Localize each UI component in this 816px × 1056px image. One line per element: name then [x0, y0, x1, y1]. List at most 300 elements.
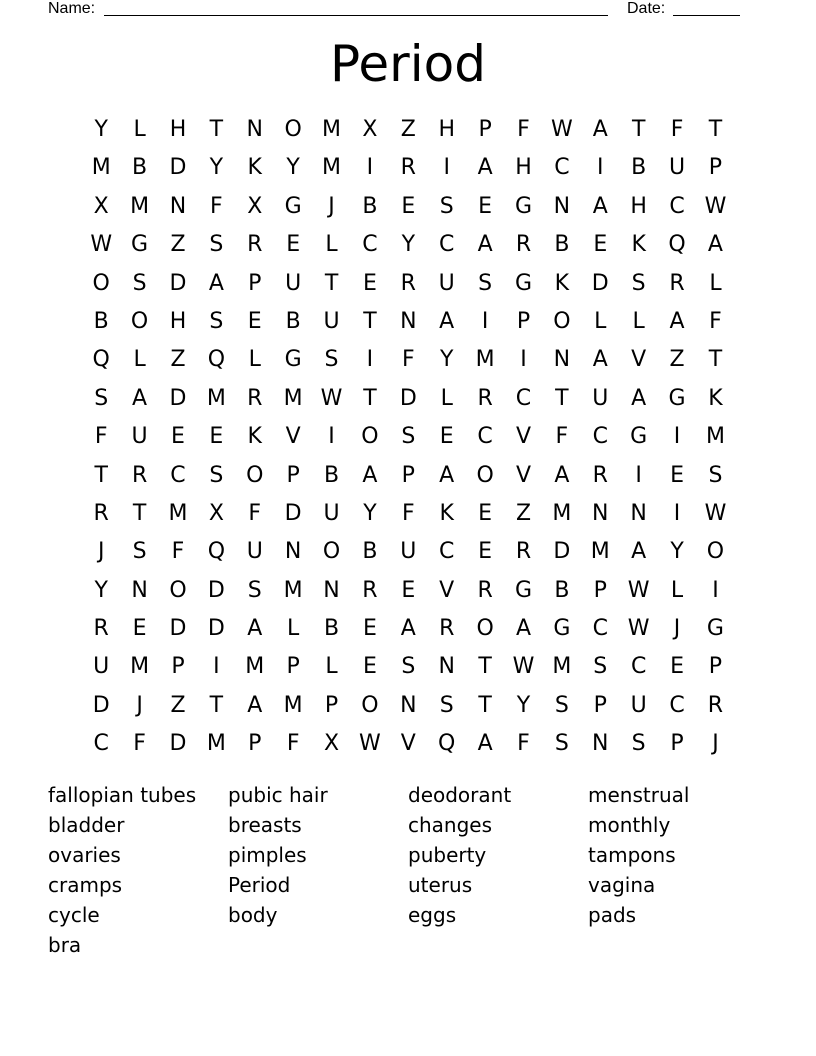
grid-letter[interactable]: C	[170, 462, 186, 488]
grid-letter[interactable]: R	[515, 232, 532, 258]
grid-letter[interactable]: W	[704, 193, 727, 219]
grid-letter[interactable]: W	[90, 232, 113, 258]
grid-letter[interactable]: N	[630, 500, 647, 526]
grid-letter[interactable]: P	[286, 654, 300, 680]
grid-letter[interactable]: O	[361, 424, 379, 450]
grid-letter[interactable]: R	[93, 500, 109, 526]
grid-letter[interactable]: Y	[286, 155, 300, 181]
grid-letter[interactable]: Y	[209, 155, 224, 181]
grid-letter[interactable]: C	[477, 424, 493, 450]
grid-letter[interactable]: E	[478, 500, 493, 526]
grid-letter[interactable]: R	[400, 270, 416, 296]
grid-letter[interactable]: I	[213, 654, 220, 680]
grid-letter[interactable]: R	[362, 577, 378, 603]
grid-letter[interactable]: O	[284, 117, 302, 142]
grid-letter[interactable]: U	[438, 270, 455, 296]
grid-letter[interactable]: F	[94, 424, 108, 450]
grid-letter[interactable]: G	[706, 616, 724, 642]
grid-letter[interactable]: S	[247, 577, 262, 603]
grid-letter[interactable]: D	[284, 500, 302, 526]
grid-letter[interactable]: R	[131, 462, 148, 488]
grid-letter[interactable]: M	[283, 692, 303, 718]
grid-letter[interactable]: S	[631, 731, 646, 757]
grid-letter[interactable]: Q	[438, 731, 456, 757]
grid-letter[interactable]: K	[247, 424, 262, 450]
grid-letter[interactable]: N	[131, 577, 148, 603]
grid-letter[interactable]: E	[286, 232, 301, 258]
grid-letter[interactable]: X	[324, 731, 340, 757]
grid-letter[interactable]: R	[707, 692, 724, 718]
grid-letter[interactable]: N	[438, 654, 455, 680]
grid-letter[interactable]: Y	[439, 347, 454, 373]
grid-letter[interactable]: L	[440, 385, 453, 411]
grid-letter[interactable]: S	[554, 731, 569, 757]
grid-letter[interactable]: M	[322, 117, 342, 142]
grid-letter[interactable]: D	[207, 577, 225, 603]
grid-letter[interactable]: M	[245, 654, 265, 680]
grid-letter[interactable]: U	[669, 155, 686, 181]
grid-letter[interactable]: W	[551, 117, 573, 142]
grid-letter[interactable]: R	[669, 270, 685, 296]
grid-letter[interactable]: N	[246, 117, 263, 142]
grid-letter[interactable]: T	[363, 385, 377, 411]
grid-letter[interactable]: E	[132, 616, 147, 642]
grid-letter[interactable]: F	[401, 347, 415, 373]
grid-letter[interactable]: F	[248, 500, 262, 526]
grid-letter[interactable]: O	[706, 539, 725, 565]
grid-letter[interactable]: G	[284, 193, 302, 219]
grid-letter[interactable]: B	[631, 155, 647, 181]
grid-letter[interactable]: I	[443, 155, 450, 181]
grid-letter[interactable]: P	[324, 692, 339, 718]
grid-letter[interactable]: L	[632, 308, 645, 334]
grid-letter[interactable]: F	[286, 731, 300, 757]
grid-letter[interactable]: U	[323, 308, 340, 334]
grid-letter[interactable]: E	[362, 270, 377, 296]
grid-letter[interactable]: P	[670, 731, 684, 757]
grid-letter[interactable]: F	[517, 117, 530, 142]
grid-letter[interactable]: I	[712, 577, 719, 603]
grid-letter[interactable]: E	[670, 462, 684, 488]
grid-letter[interactable]: A	[208, 270, 224, 296]
grid-letter[interactable]: P	[248, 270, 262, 296]
grid-letter[interactable]: E	[401, 193, 416, 219]
grid-letter[interactable]: Q	[668, 232, 686, 258]
grid-letter[interactable]: X	[208, 500, 224, 526]
grid-row	[82, 725, 735, 763]
grid-letter[interactable]: Z	[170, 232, 186, 258]
grid-letter[interactable]: H	[169, 117, 187, 142]
grid-letter[interactable]: J	[712, 731, 719, 757]
grid-letter[interactable]: T	[708, 117, 723, 142]
grid-letter[interactable]: G	[284, 347, 302, 373]
grid-letter[interactable]: I	[635, 462, 642, 488]
grid-letter[interactable]: R	[400, 155, 416, 181]
grid-letter[interactable]: A	[515, 616, 532, 642]
grid-letter[interactable]: E	[362, 616, 377, 642]
grid-letter[interactable]: A	[592, 347, 608, 373]
grid-letter[interactable]: M	[705, 424, 725, 450]
grid-row	[82, 303, 735, 341]
grid-letter[interactable]: F	[555, 424, 569, 450]
grid-letter[interactable]: C	[630, 654, 647, 680]
grid-letter[interactable]: O	[322, 539, 341, 565]
grid-letter[interactable]: P	[286, 462, 300, 488]
grid-letter[interactable]: Y	[363, 500, 377, 526]
grid-letter[interactable]: L	[133, 117, 146, 142]
grid-letter[interactable]: N	[553, 347, 571, 373]
grid-letter[interactable]: M	[283, 385, 303, 411]
grid-letter[interactable]: W	[512, 654, 535, 680]
grid-row	[82, 265, 735, 303]
grid-letter[interactable]: D	[399, 385, 417, 411]
grid-letter[interactable]: M	[475, 347, 495, 373]
grid-letter[interactable]: L	[709, 270, 722, 296]
grid-letter[interactable]: Q	[207, 347, 226, 373]
grid-letter[interactable]: O	[361, 692, 379, 718]
grid-letter[interactable]: I	[481, 308, 489, 334]
grid-letter[interactable]: A	[631, 385, 647, 411]
grid-letter[interactable]: P	[248, 731, 262, 757]
grid-letter[interactable]: U	[285, 270, 302, 296]
grid-letter[interactable]: I	[520, 347, 527, 373]
grid-letter[interactable]: P	[593, 577, 607, 603]
grid-letter[interactable]: A	[247, 616, 263, 642]
grid-letter[interactable]: E	[209, 424, 224, 450]
grid-letter[interactable]: S	[631, 270, 646, 296]
grid-letter[interactable]: U	[131, 424, 148, 450]
grid-letter[interactable]: M	[283, 577, 303, 603]
grid-letter[interactable]: T	[631, 117, 646, 142]
grid-letter[interactable]: M	[552, 500, 572, 526]
grid-letter[interactable]: C	[592, 424, 608, 450]
grid-letter[interactable]: C	[669, 692, 685, 718]
grid-letter[interactable]: E	[670, 654, 684, 680]
grid-letter[interactable]: G	[514, 577, 533, 603]
grid-letter[interactable]: S	[401, 654, 416, 680]
grid-letter[interactable]: I	[673, 500, 681, 526]
grid-letter[interactable]: O	[169, 577, 187, 603]
grid-letter[interactable]: T	[209, 117, 224, 142]
grid-letter[interactable]: B	[362, 193, 378, 219]
grid-letter[interactable]: S	[478, 270, 493, 296]
grid-letter[interactable]: W	[704, 500, 727, 526]
grid-letter[interactable]: U	[323, 500, 340, 526]
grid-letter[interactable]: B	[323, 462, 340, 488]
grid-letter[interactable]: R	[515, 539, 532, 565]
grid-letter[interactable]: D	[591, 270, 609, 296]
grid-letter[interactable]: L	[287, 616, 300, 642]
grid-letter[interactable]: B	[93, 308, 109, 334]
grid-letter[interactable]: O	[476, 616, 494, 642]
grid-letter[interactable]: F	[401, 500, 415, 526]
grid-letter[interactable]: N	[400, 692, 417, 718]
grid-letter[interactable]: G	[131, 232, 149, 258]
grid-letter[interactable]: C	[515, 385, 532, 411]
grid-letter[interactable]: F	[171, 539, 185, 565]
grid-letter[interactable]: L	[248, 347, 261, 373]
grid-letter[interactable]: E	[401, 577, 416, 603]
grid-letter[interactable]: D	[169, 731, 187, 757]
grid-letter[interactable]: H	[630, 193, 647, 219]
grid-letter[interactable]: V	[631, 347, 647, 373]
grid-letter[interactable]: B	[554, 577, 570, 603]
grid-letter[interactable]: P	[708, 654, 723, 680]
grid-row	[82, 572, 735, 610]
grid-letter[interactable]: Z	[400, 117, 416, 142]
grid-letter[interactable]: E	[171, 424, 185, 450]
grid-letter[interactable]: D	[169, 616, 187, 642]
grid-letter[interactable]: E	[362, 654, 377, 680]
grid-letter[interactable]: T	[209, 692, 224, 718]
grid-letter[interactable]: Z	[170, 347, 186, 373]
grid-letter[interactable]: E	[478, 193, 493, 219]
grid-letter[interactable]: V	[400, 731, 416, 757]
grid-letter[interactable]: W	[359, 731, 381, 757]
name-blank-line[interactable]	[104, 15, 608, 16]
grid-letter[interactable]: S	[209, 232, 224, 258]
grid-letter[interactable]: P	[593, 692, 607, 718]
grid-letter[interactable]: R	[93, 616, 109, 642]
grid-letter[interactable]: N	[592, 500, 609, 526]
grid-letter[interactable]: O	[553, 308, 571, 334]
grid-letter[interactable]: A	[247, 692, 263, 718]
grid-letter[interactable]: P	[708, 155, 723, 181]
grid-letter[interactable]: J	[328, 193, 335, 219]
grid-letter[interactable]: A	[362, 462, 378, 488]
grid-letter[interactable]: B	[554, 232, 570, 258]
grid-letter[interactable]: I	[673, 424, 681, 450]
grid-letter[interactable]: U	[93, 654, 110, 680]
grid-letter[interactable]: A	[439, 308, 455, 334]
grid-letter[interactable]: F	[670, 117, 684, 142]
grid-letter[interactable]: Z	[515, 500, 532, 526]
grid-letter[interactable]: P	[171, 654, 185, 680]
grid-letter[interactable]: E	[478, 539, 493, 565]
grid-letter[interactable]: C	[592, 616, 608, 642]
grid-letter[interactable]: Y	[516, 692, 531, 718]
grid-letter[interactable]: A	[592, 117, 608, 142]
grid-letter[interactable]: R	[477, 385, 493, 411]
grid-letter[interactable]: P	[401, 462, 415, 488]
grid-letter[interactable]: R	[477, 577, 493, 603]
grid-letter[interactable]: E	[593, 232, 608, 258]
grid-letter[interactable]: Z	[669, 347, 685, 373]
grid-letter[interactable]: B	[323, 616, 340, 642]
grid-letter[interactable]: U	[592, 385, 609, 411]
grid-letter[interactable]: J	[97, 539, 105, 565]
grid-letter[interactable]: S	[324, 347, 339, 373]
grid-letter[interactable]: A	[669, 308, 685, 334]
grid-letter[interactable]: S	[209, 462, 224, 488]
grid-letter[interactable]: U	[246, 539, 263, 565]
grid-letter[interactable]: I	[366, 347, 374, 373]
grid-letter[interactable]: Q	[92, 347, 110, 373]
grid-letter[interactable]: N	[284, 539, 302, 565]
grid-letter[interactable]: L	[594, 308, 607, 334]
grid-letter[interactable]: O	[476, 462, 494, 488]
grid-letter[interactable]: Y	[401, 232, 416, 258]
grid-letter[interactable]: M	[552, 654, 572, 680]
grid-letter[interactable]: Y	[670, 539, 684, 565]
grid-letter[interactable]: Q	[207, 539, 226, 565]
grid-letter[interactable]: M	[322, 155, 342, 181]
grid-letter[interactable]: T	[324, 270, 339, 296]
grid-letter[interactable]: T	[94, 462, 108, 488]
grid-letter[interactable]: S	[593, 654, 608, 680]
grid-letter[interactable]: D	[92, 692, 110, 718]
grid-letter[interactable]: X	[362, 117, 378, 142]
grid-letter[interactable]: M	[206, 731, 226, 757]
word-list-item: bra	[48, 933, 82, 957]
grid-letter[interactable]: V	[285, 424, 301, 450]
grid-letter[interactable]: G	[553, 616, 571, 642]
grid-letter[interactable]: F	[517, 731, 530, 757]
grid-letter[interactable]: U	[630, 692, 647, 718]
grid-letter[interactable]: G	[630, 424, 648, 450]
grid-letter[interactable]: Z	[170, 692, 186, 718]
date-blank-line[interactable]	[673, 15, 740, 16]
grid-letter[interactable]: K	[631, 232, 646, 258]
grid-letter[interactable]: S	[708, 462, 723, 488]
grid-letter[interactable]: A	[592, 193, 608, 219]
grid-letter[interactable]: N	[553, 193, 571, 219]
grid-letter[interactable]: F	[709, 308, 722, 334]
grid-letter[interactable]: T	[132, 500, 147, 526]
grid-letter[interactable]: S	[554, 692, 569, 718]
grid-letter[interactable]: D	[207, 616, 225, 642]
grid-letter[interactable]: S	[209, 308, 224, 334]
grid-letter[interactable]: V	[515, 424, 532, 450]
grid-letter[interactable]: W	[627, 616, 650, 642]
grid-letter[interactable]: P	[478, 117, 492, 142]
grid-letter[interactable]: J	[673, 616, 681, 642]
grid-letter[interactable]: S	[439, 692, 454, 718]
grid-letter[interactable]: L	[670, 577, 684, 603]
grid-letter[interactable]: C	[93, 731, 109, 757]
grid-letter[interactable]: E	[439, 424, 454, 450]
grid-letter[interactable]: I	[366, 155, 374, 181]
grid-letter[interactable]: M	[130, 193, 150, 219]
grid-letter[interactable]: C	[439, 232, 455, 258]
grid-letter[interactable]: R	[439, 616, 455, 642]
grid-letter[interactable]: R	[247, 385, 263, 411]
grid-letter[interactable]: L	[325, 232, 338, 258]
grid-letter[interactable]: W	[320, 385, 343, 411]
grid-letter[interactable]: M	[130, 654, 150, 680]
word-list-item: uterus	[408, 873, 473, 897]
grid-letter[interactable]: T	[363, 308, 377, 334]
grid-letter[interactable]: T	[555, 385, 569, 411]
grid-letter[interactable]: X	[93, 193, 109, 219]
grid-letter[interactable]: Y	[94, 577, 108, 603]
grid-letter[interactable]: P	[516, 308, 531, 334]
grid-letter[interactable]: A	[477, 731, 493, 757]
grid-letter[interactable]: K	[439, 500, 454, 526]
grid-letter[interactable]: A	[631, 539, 647, 565]
grid-letter[interactable]: A	[477, 155, 493, 181]
date-label: Date:	[627, 0, 666, 17]
grid-letter[interactable]: N	[400, 308, 417, 334]
grid-letter[interactable]: C	[554, 155, 570, 181]
grid-row	[82, 226, 735, 264]
grid-letter[interactable]: V	[515, 462, 532, 488]
grid-letter[interactable]: N	[169, 193, 187, 219]
grid-letter[interactable]: I	[328, 424, 335, 450]
grid-letter[interactable]: E	[247, 308, 262, 334]
grid-letter[interactable]: R	[247, 232, 263, 258]
grid-letter[interactable]: S	[94, 385, 109, 411]
grid-letter[interactable]: K	[247, 155, 262, 181]
grid-letter[interactable]: C	[362, 232, 378, 258]
grid-letter[interactable]: K	[708, 385, 723, 411]
grid-letter[interactable]: O	[130, 308, 149, 334]
grid-letter[interactable]: M	[168, 500, 188, 526]
grid-letter[interactable]: A	[554, 462, 570, 488]
grid-letter[interactable]: Y	[94, 117, 108, 142]
grid-letter[interactable]: B	[132, 155, 148, 181]
grid-letter[interactable]: C	[439, 539, 455, 565]
grid-letter[interactable]: A	[707, 232, 723, 258]
grid-letter[interactable]: V	[439, 577, 455, 603]
page-title: Period	[330, 35, 486, 93]
grid-letter[interactable]: H	[515, 155, 532, 181]
grid-letter[interactable]: T	[478, 692, 492, 718]
grid-letter[interactable]: G	[668, 385, 686, 411]
grid-letter[interactable]: S	[132, 539, 147, 565]
grid-letter[interactable]: L	[325, 654, 338, 680]
grid-letter[interactable]: L	[133, 347, 146, 373]
grid-letter[interactable]: A	[400, 616, 416, 642]
grid-letter[interactable]: I	[597, 155, 604, 181]
grid-letter[interactable]: O	[246, 462, 264, 488]
grid-letter[interactable]: T	[708, 347, 723, 373]
grid-letter[interactable]: D	[169, 155, 187, 181]
grid-letter[interactable]: D	[553, 539, 571, 565]
grid-letter[interactable]: D	[169, 270, 187, 296]
grid-letter[interactable]: B	[285, 308, 301, 334]
grid-letter[interactable]: N	[592, 731, 609, 757]
grid-letter[interactable]: W	[627, 577, 650, 603]
grid-letter[interactable]: R	[592, 462, 608, 488]
grid-letter[interactable]: S	[401, 424, 416, 450]
grid-letter[interactable]: C	[669, 193, 685, 219]
grid-letter[interactable]: A	[132, 385, 148, 411]
grid-letter[interactable]: F	[210, 193, 223, 219]
grid-letter[interactable]: X	[247, 193, 263, 219]
grid-letter[interactable]: K	[554, 270, 570, 296]
grid-letter[interactable]: H	[169, 308, 187, 334]
grid-letter[interactable]: A	[439, 462, 455, 488]
grid-letter[interactable]: G	[514, 270, 533, 296]
grid-letter[interactable]: A	[477, 232, 493, 258]
grid-letter[interactable]: F	[133, 731, 146, 757]
grid-letter[interactable]: G	[514, 193, 533, 219]
grid-letter[interactable]: O	[92, 270, 110, 296]
grid-letter[interactable]: S	[132, 270, 147, 296]
grid-letter[interactable]: D	[169, 385, 187, 411]
grid-letter[interactable]: S	[439, 193, 454, 219]
grid-letter[interactable]: B	[362, 539, 378, 565]
grid-letter[interactable]: M	[206, 385, 226, 411]
grid-letter[interactable]: U	[400, 539, 417, 565]
grid-letter[interactable]: N	[323, 577, 340, 603]
grid-letter[interactable]: H	[438, 117, 455, 142]
grid-letter[interactable]: J	[136, 692, 143, 718]
grid-letter[interactable]: T	[478, 654, 492, 680]
grid-letter[interactable]: M	[590, 539, 610, 565]
grid-letter[interactable]: M	[91, 155, 111, 181]
